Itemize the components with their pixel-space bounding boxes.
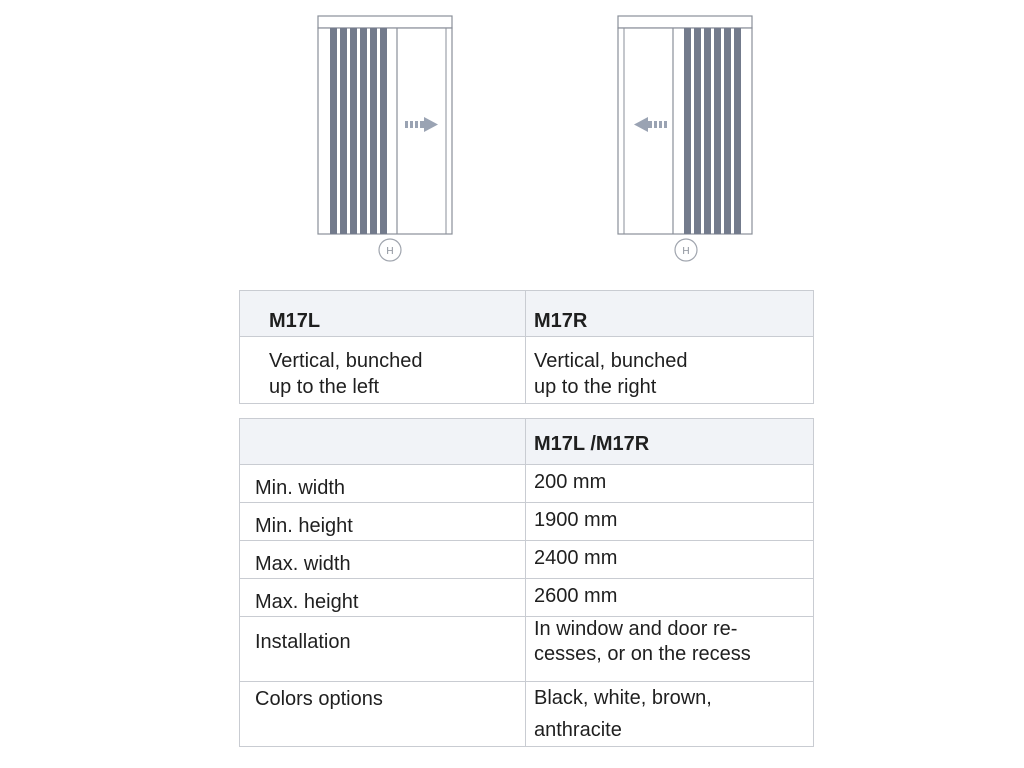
spec-value: In window and door re- cesses, or on the recess (534, 618, 751, 665)
table-header-row (240, 291, 814, 337)
specs-header-left (240, 419, 525, 431)
height-marker-label: H (682, 246, 690, 257)
table-row (240, 465, 814, 503)
spec-label: Colors options (255, 688, 383, 710)
spec-label: Min. height (255, 515, 353, 537)
diagram-m17r (616, 14, 756, 264)
table-row (240, 682, 814, 747)
table-row (240, 541, 814, 579)
model-left-name: M17L (269, 310, 321, 332)
spec-label: Max. width (255, 553, 351, 575)
spec-label: Max. height (255, 591, 359, 613)
curtain-right-drawing (616, 14, 756, 264)
table-row (240, 337, 814, 404)
spec-value: 2600 mm (534, 585, 618, 607)
model-left-description: Vertical, bunched up to the left (269, 350, 423, 398)
spec-label: Installation (255, 631, 351, 653)
headrail (618, 16, 752, 28)
table-row (240, 579, 814, 617)
models-table (239, 290, 814, 404)
spec-value: Black, white, brown, anthracite (534, 687, 712, 741)
spec-value: 200 mm (534, 471, 607, 493)
table-row (240, 503, 814, 541)
spec-label: Min. width (255, 477, 346, 499)
diagram-m17l (316, 14, 456, 264)
model-right-description: Vertical, bunched up to the right (534, 350, 688, 398)
table-row (240, 617, 814, 682)
model-right-name: M17R (534, 310, 588, 332)
curtain-left-drawing (316, 14, 456, 264)
table-header-row (240, 419, 814, 465)
specs-table (239, 418, 814, 747)
height-marker-label: H (386, 246, 394, 257)
spec-value: 1900 mm (534, 509, 618, 531)
headrail (318, 16, 452, 28)
specs-header-models: M17L /M17R (534, 433, 650, 455)
spec-value: 2400 mm (534, 547, 618, 569)
